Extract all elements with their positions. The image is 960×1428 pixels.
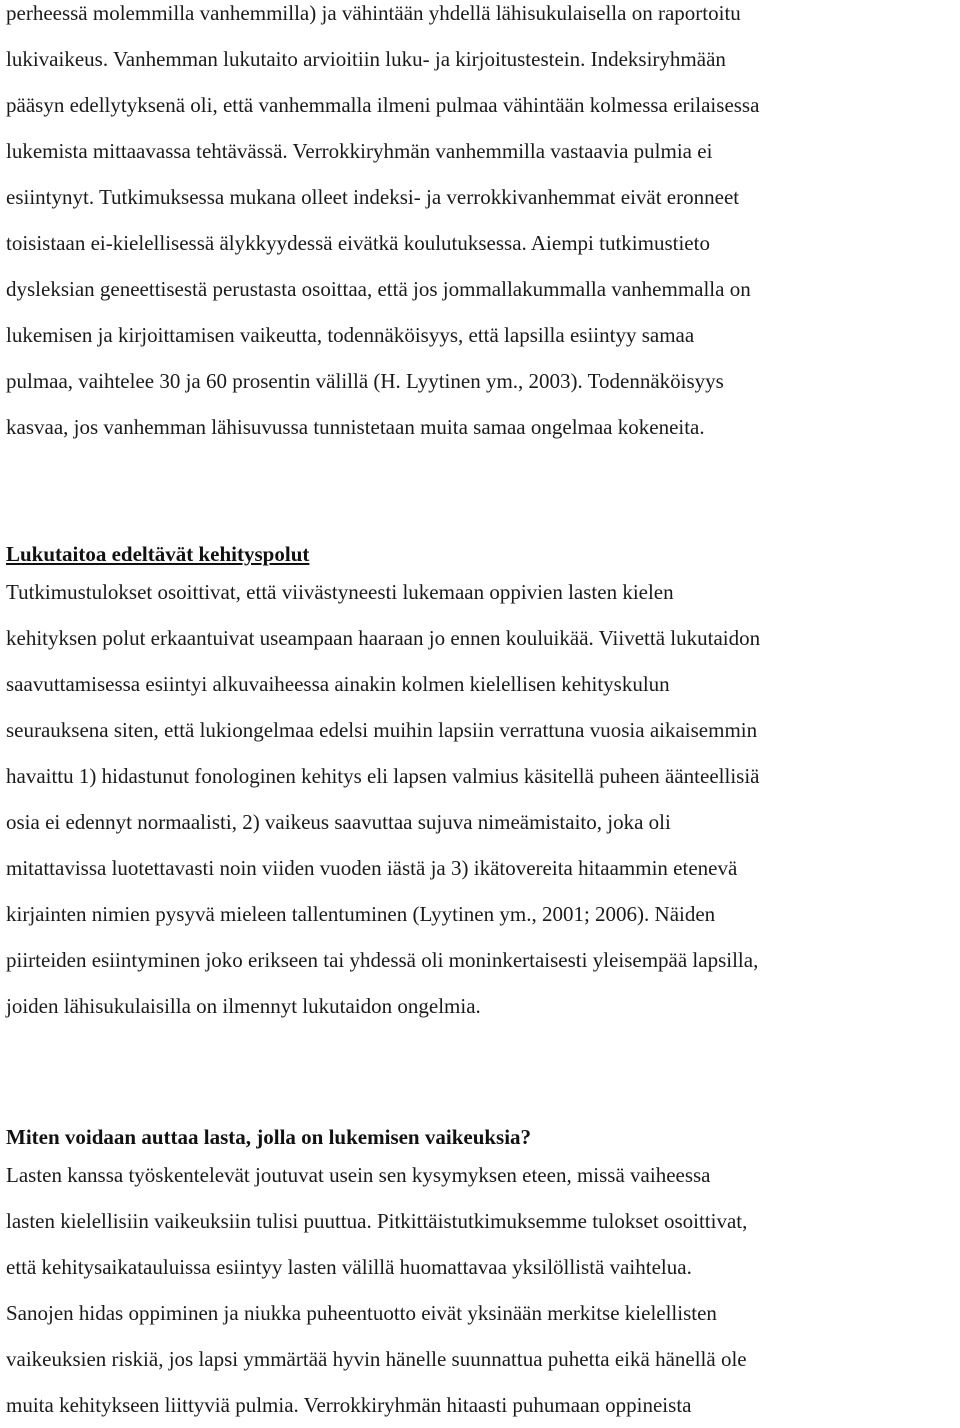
text-line: toisistaan ei-kielellisessä älykkyydessä eivätkä koulutuksessa. Aiempi tutkimustieto [6,231,710,255]
text-line: muita kehitykseen liittyviä pulmia. Verrokkiryhmän hitaasti puhumaan oppineista [6,1393,692,1417]
text-line: dysleksian geneettisestä perustasta osoittaa, että jos jommallakummalla vanhemmalla on [6,277,751,301]
text-line: lasten kielellisiin vaikeuksiin tulisi puuttua. Pitkittäistutkimuksemme tulokset osoittivat, [6,1209,748,1233]
text-line: havaittu 1) hidastunut fonologinen kehitys eli lapsen valmius käsitellä puheen äänteellisiä [6,764,760,788]
section-heading: Miten voidaan auttaa lasta, jolla on lukemisen vaikeuksia? [6,1125,532,1149]
text-line: Tutkimustulokset osoittivat, että viivästyneesti lukemaan oppivien lasten kielen [6,580,674,604]
section-developmental-paths [6,539,960,1029]
text-line: Lasten kanssa työskentelevät joutuvat usein sen kysymyksen eteen, missä vaiheessa [6,1163,711,1187]
text-line: seurauksena siten, että lukiongelmaa edelsi muihin lapsiin verrattuna vuosia aikaisemmin [6,718,758,742]
text-line: vaikeuksien riskiä, jos lapsi ymmärtää hyvin hänelle suunnattua puhetta eikä hänellä ole [6,1347,747,1371]
section-spacer [6,1029,960,1122]
text-line: piirteiden esiintyminen joko erikseen tai yhdessä oli moninkertaisesti yleisempää lapsilla, [6,948,759,972]
text-line: perheessä molemmilla vanhemmilla) ja vähintään yhdellä lähisukulaisella on raportoitu [6,1,741,25]
text-line: että kehitysaikatauluissa esiintyy lasten välillä huomattavaa yksilöllistä vaihtelua. [6,1255,692,1279]
text-line: saavuttamisessa esiintyi alkuvaiheessa ainakin kolmen kielellisen kehityskulun [6,672,670,696]
section-heading: Lukutaitoa edeltävät kehityspolut [6,542,310,566]
text-line: osia ei edennyt normaalisti, 2) vaikeus saavuttaa sujuva nimeämistaito, joka oli [6,810,671,834]
text-line: lukemista mittaavassa tehtävässä. Verrokkiryhmän vanhemmilla vastaavia pulmia ei [6,139,713,163]
section-spacer [6,450,960,539]
text-line: lukemisen ja kirjoittamisen vaikeutta, todennäköisyys, että lapsilla esiintyy samaa [6,323,695,347]
text-line: pääsyn edellytyksenä oli, että vanhemmalla ilmeni pulmaa vähintään kolmessa erilaisessa [6,93,760,117]
text-line: esiintynyt. Tutkimuksessa mukana olleet indeksi- ja verrokkivanhemmat eivät eronneet [6,185,740,209]
text-line: mitattavissa luotettavasti noin viiden vuoden iästä ja 3) ikätovereita hitaammin etenevä [6,856,738,880]
text-line: pulmaa, vaihtelee 30 ja 60 prosentin välillä (H. Lyytinen ym., 2003). Todennäköisyys [6,369,724,393]
document-page [6,0,960,1428]
text-line: joiden lähisukulaisilla on ilmennyt lukutaidon ongelmia. [6,994,481,1018]
text-line: lukivaikeus. Vanhemman lukutaito arvioitiin luku- ja kirjoitustestein. Indeksiryhmään [6,47,726,71]
text-line: kasvaa, jos vanhemman lähisuvussa tunnistetaan muita samaa ongelmaa kokeneita. [6,415,705,439]
paragraph-dyslexia-heredity [6,0,960,450]
text-line: kehityksen polut erkaantuivat useampaan haaraan jo ennen kouluikää. Viivettä lukutaidon [6,626,761,650]
text-line: Sanojen hidas oppiminen ja niukka puheentuotto eivät yksinään merkitse kielellisten [6,1301,717,1325]
section-helping-child [6,1122,960,1428]
text-line: kirjainten nimien pysyvä mieleen tallentuminen (Lyytinen ym., 2001; 2006). Näiden [6,902,716,926]
